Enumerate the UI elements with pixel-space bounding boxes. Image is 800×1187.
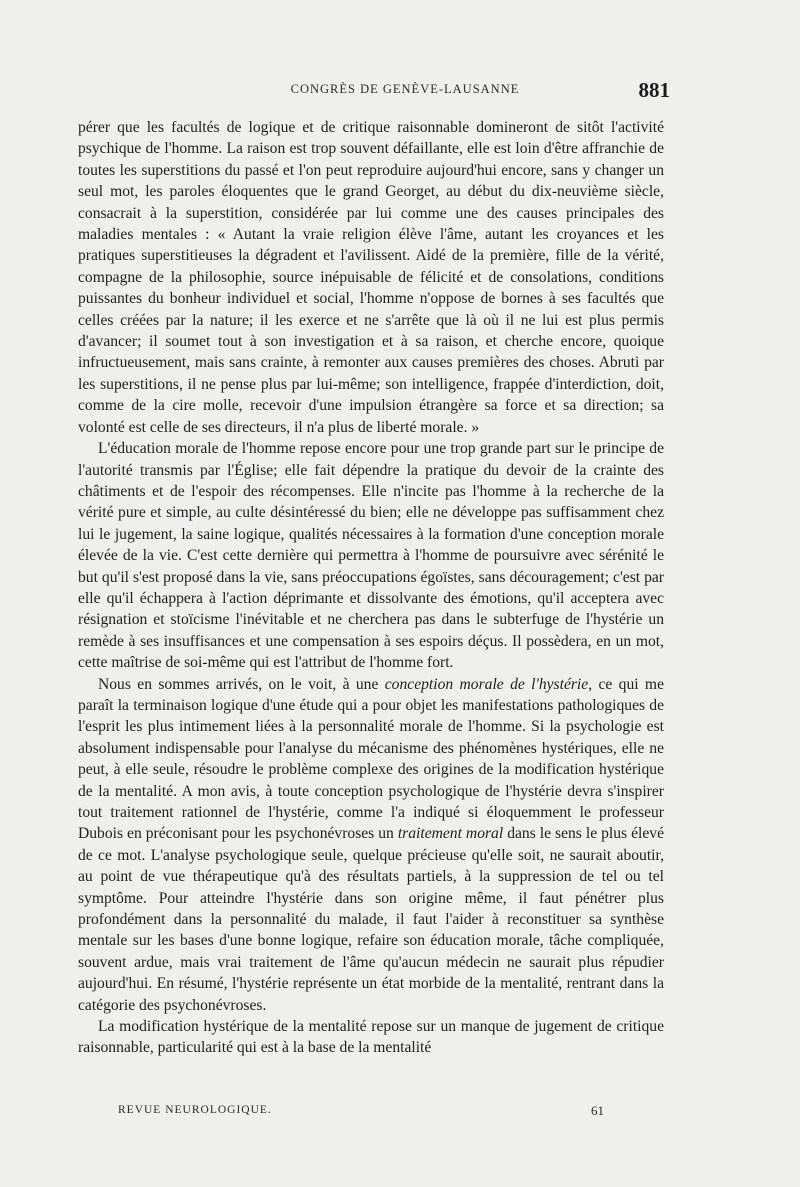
body-text <box>78 117 664 1059</box>
journal-name: REVUE NEUROLOGIQUE. <box>118 1104 272 1116</box>
text-run: dans le sens le plus élevé de ce mot. L'analyse psychologique seule, quelque précieuse qu'elle soit, ne saurait aboutir, au point de vue thérapeutique qu'à des résultats partiels, à la suppression de tel ou tel symptôme. Pour atteindre l'hystérie dans son origine même, il faut pénétrer plus profondément dans la personnalité du malade, il faut l'aider à reconstituer sa synthèse mentale sur les bases d'une bonne logique, refaire son éducation morale, tâche compliquée, souvent ardue, mais vrai traitement de l'âme qu'aucun médecin ne saurait plus répudier aujourd'hui. En résumé, l'hystérie représente un état morbide de la mentalité, rentrant dans la catégorie des psychonévroses. <box>78 825 664 1014</box>
page-footer <box>118 1104 604 1124</box>
paragraph <box>78 117 664 438</box>
italic-phrase: traitement moral <box>397 825 504 843</box>
signature-number: 61 <box>591 1103 604 1118</box>
running-head: CONGRÈS DE GENÈVE-LAUSANNE <box>290 82 520 96</box>
italic-phrase: conception morale de l'hystérie <box>384 675 589 693</box>
text-run: pérer que les facultés de logique et de critique raisonnable domineront de sitôt l'activité psychique de l'homme. La raison est trop souvent défaillante, elle est loin d'être affranchie de toutes les superstitions du passé et l'on peut reproduire aujourd'hui encore, sans y changer un seul mot, les paroles éloquentes que le grand Georget, au début du dix-neuvième siècle, consacrait à la superstition, considérée par lui comme une des causes principales des maladies mentales : « Autant la vraie religion élève l'âme, autant les croyances et les pratiques superstitieuses la dégradent et l'avilissent. Aidé de la première, fille de la vérité, compagne de la philosophie, source inépuisable de félicité et de consolations, conditions puissantes du bonheur individuel et social, l'homme n'oppose de bornes à ses facultés que celles créées par la nature; il les exerce et ne s'arrête que là où il ne lui est plus permis d'avancer; il soumet tout à son investigation et à sa raison, et cherche encore, quoique infructueusement, mais sans crainte, à remonter aux causes premières des choses. Abruti par les superstitions, il ne pense plus par lui-même; son intelligence, frappée d'interdiction, doit, comme de la cire molle, recevoir d'une impulsion étrangère sa force et sa direction; sa volonté est celle de ses directeurs, il n'a plus de liberté morale. » <box>78 119 664 436</box>
text-run: Nous en sommes arrivés, on le voit, à une <box>98 675 385 693</box>
paragraph <box>78 674 664 1017</box>
text-run: L'éducation morale de l'homme repose encore pour une trop grande part sur le principe de l'autorité transmis par l'Église; elle fait dépendre la pratique du devoir de la crainte des châtiments et de l'espoir des récompenses. Elle n'incite pas l'homme à la recherche de la vérité pure et simple, au culte désintéressé du bien; elle ne développe pas suffisamment chez lui le jugement, la saine logique, qualités nécessaires à la formation d'une conception morale élevée de la vie. C'est cette dernière qui permettra à l'homme de poursuivre avec sérénité le but qu'il s'est proposé dans la vie, sans préoccupations égoïstes, sans découragement; c'est par elle qu'il échappera à l'action déprimante et dissolvante des émotions, qu'il acceptera avec résignation et stoïcisme l'inévitable et ne cherchera pas dans le subterfuge de l'hystérie un remède à ses insuffisances et une compensation à ses espoirs déçus. Il possèdera, en un mot, cette maîtrise de soi-même qui est l'attribut de l'homme fort. <box>78 440 664 672</box>
page-header <box>150 78 670 104</box>
paragraph <box>78 1016 664 1059</box>
text-run: , ce qui me paraît la terminaison logique d'une étude qui a pour objet les manifestations pathologiques de l'esprit les plus intimement liées à la personnalité morale de l'homme. Si la psychologie est absolument indispensable pour l'analyse du mécanisme des phénomènes hystériques, elle ne peut, à elle seule, résoudre le problème complexe des origines de la modification hystérique de la mentalité. A mon avis, à toute conception psychologique de l'hystérie devra s'inspirer tout traitement rationnel de l'hystérie, comme l'a indiqué si éloquemment le professeur Dubois en préconisant pour les psychonévroses un <box>78 675 664 843</box>
text-run: La modification hystérique de la mentalité repose sur un manque de jugement de critique raisonnable, particularité qui est à la base de la mentalité <box>78 1018 664 1057</box>
paragraph <box>78 438 664 673</box>
page-number: 881 <box>638 78 670 102</box>
